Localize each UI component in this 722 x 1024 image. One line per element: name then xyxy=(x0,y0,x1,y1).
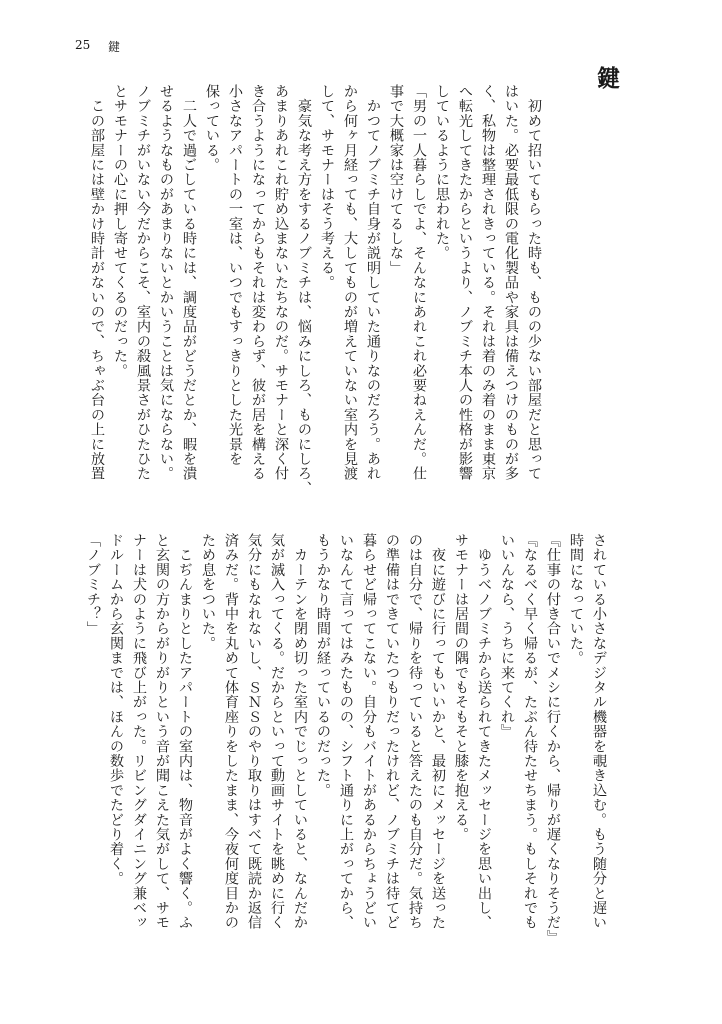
text-column: 済みだ。背中を丸めて体育座りをしたまま、今夜何度目かの xyxy=(223,533,239,930)
text-column: 豪気な考え方をするノブミチは、悩みにしろ、ものにしろ、 xyxy=(296,84,312,496)
text-column: サモナーは居間の隅でもそもそと膝を抱える。 xyxy=(453,533,469,842)
text-column: もうかなり時間が経っているのだった。 xyxy=(315,533,331,798)
text-column: いなんて言ってはみたものの、シフト通りに上がってから、 xyxy=(338,533,354,930)
text-column: のは自分で、帰りを待っていると答えたのも自分だ。気持ち xyxy=(407,533,423,930)
text-column: 暮らせど帰ってこない。自分もバイトがあるからちょうどい xyxy=(361,533,377,930)
text-column: ナーは犬のように飛び上がった。リビングダイニング兼ベッ xyxy=(131,533,147,930)
text-column: 『仕事の付き合いでメシに行くから、帰りが遅くなりそうだ』 xyxy=(545,533,561,945)
text-column: 小さなアパートの一室は、いつでもすっきりとした光景を xyxy=(227,84,243,467)
text-column: ドルームから玄関までは、ほんの数歩でたどり着く。 xyxy=(108,533,124,886)
text-column: カーテンを閉め切った室内でじっとしていると、なんだか xyxy=(292,533,308,930)
text-column: 気分にもなれないし、ＳＮＳのやり取りはすべて既読か返信 xyxy=(246,533,262,930)
text-column: 事で大概家は空けてるしな」 xyxy=(388,84,404,276)
text-column: へ転光してきたからというより、ノブミチ本人の性格が影響 xyxy=(457,84,473,481)
running-title: 鍵 xyxy=(108,40,121,54)
text-column: いいんなら、うちに来てくれ』 xyxy=(499,533,515,739)
text-column: き合うようになってからもそれは変わらず、彼が居を構える xyxy=(250,84,266,481)
text-column: せるようなものがあまりないとかいうことは気にならない。 xyxy=(158,84,174,481)
text-column: 気が滅入ってくる。だからといって動画サイトを眺めに行く xyxy=(269,533,285,930)
upper-text-block xyxy=(85,84,545,496)
text-column: かつてノブミチ自身が説明していた通りなのだろう。あれ xyxy=(365,84,381,481)
text-column: ノブミチがいない今だからこそ、室内の殺風景さがひたひた xyxy=(135,84,151,481)
text-column: 保っている。 xyxy=(204,84,220,173)
text-column: 初めて招いてもらった時も、ものの少ない部屋だと思って xyxy=(526,84,542,481)
text-column: 夜に遊びに行ってもいいかと、最初にメッセージを送った xyxy=(430,533,446,930)
text-column: 時間になっていた。 xyxy=(568,533,584,666)
text-column: 二人で過ごしている時には、調度品がどうだとか、暇を潰 xyxy=(181,84,197,481)
text-column: とサモナーの心に押し寄せてくるのだった。 xyxy=(112,84,128,378)
text-column: と玄関の方からがりがりという音が聞こえた気がして、サモ xyxy=(154,533,170,930)
text-column: こぢんまりとしたアパートの室内は、物音がよく響く。ふ xyxy=(177,533,193,930)
text-column: しているように思われた。 xyxy=(434,84,450,261)
text-column: 「ノブミチ？」 xyxy=(85,533,101,636)
text-column: ため息をついた。 xyxy=(200,533,216,651)
text-column: から何ヶ月経っても、大してものが増えていない室内を見渡 xyxy=(342,84,358,481)
text-column: はいた。必要最低限の電化製品や家具は備えつけのものが多 xyxy=(503,84,519,481)
text-column: 「男の一人暮らしでよ、そんなにあれこれ必要ねえんだ。仕 xyxy=(411,84,427,481)
text-column: されている小さなデジタル機器を覗き込む。もう随分と遅い xyxy=(591,533,607,930)
chapter-title: 鍵 xyxy=(593,66,620,89)
text-column: あまりあれこれ貯め込まないたちなのだ。サモナーと深く付 xyxy=(273,84,289,481)
text-column: して、サモナーはそう考える。 xyxy=(319,84,335,290)
page-number: 25 xyxy=(75,38,91,52)
text-column: この部屋には壁かけ時計がないので、ちゃぶ台の上に放置 xyxy=(89,84,105,481)
text-column: く、私物は整理されきっている。それは着のみ着のまま東京 xyxy=(480,84,496,481)
lower-text-block xyxy=(81,533,610,945)
text-column: の準備はできていたつもりだったけれど、ノブミチは待てど xyxy=(384,533,400,930)
text-column: ゆうべノブミチから送られてきたメッセージを思い出し、 xyxy=(476,533,492,930)
text-column: 『なるべく早く帰るが、たぶん待たせちまう。もしそれでも xyxy=(522,533,538,930)
